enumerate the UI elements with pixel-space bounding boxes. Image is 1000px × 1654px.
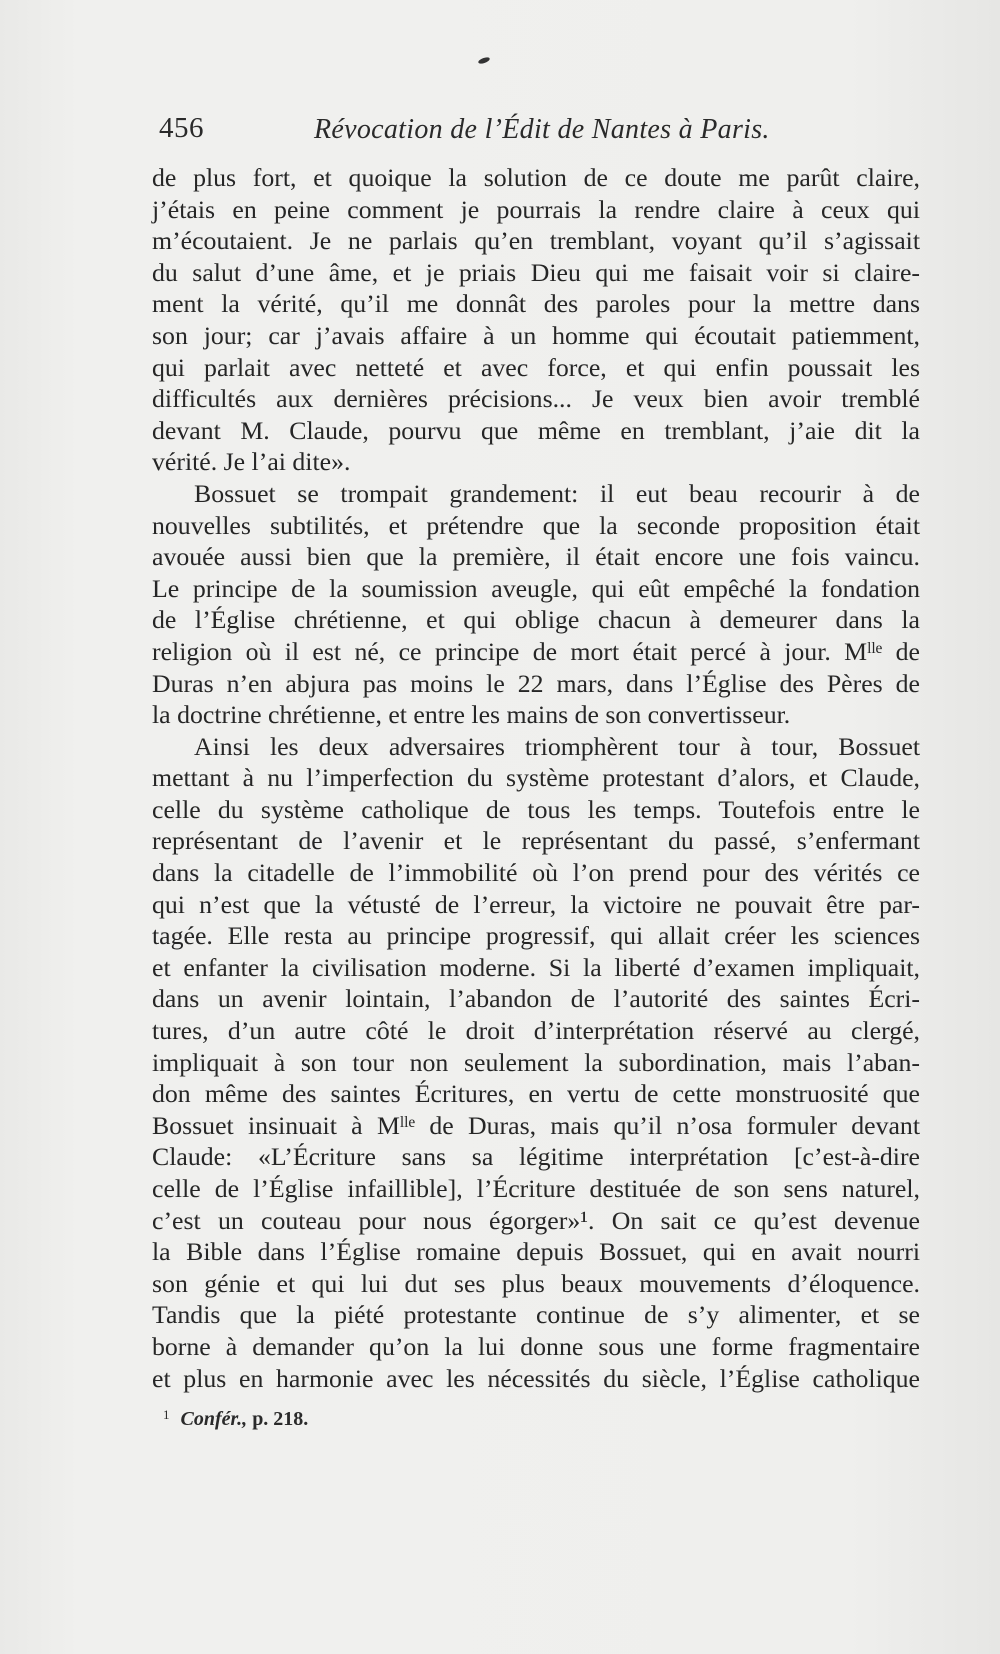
- text-line: j’étais en peine comment je pourrais la rendre claire à ceux qui: [152, 194, 920, 224]
- text-line: Ainsi les deux adversaires triomphèrent tour à tour, Bossuet: [194, 731, 920, 761]
- paragraph: [152, 478, 920, 731]
- text-line: Claude: «L’Écriture sans sa légitime interprétation [c’est-à-dire: [152, 1142, 920, 1172]
- text-line: Bossuet se trompait grandement: il eut beau recourir à de: [194, 478, 920, 508]
- page-number: 456: [159, 112, 204, 144]
- text-line: de plus fort, et quoique la solution de ce doute me parût claire,: [152, 163, 920, 192]
- text-line: dans la citadelle de l’immobilité où l’on prend pour des vérités ce: [152, 858, 920, 888]
- text-line: représentant de l’avenir et le représentant du passé, s’enfermant: [152, 826, 920, 856]
- running-title: Révocation de l’Édit de Nantes à Paris.: [314, 114, 770, 145]
- text-line: de l’Église chrétienne, et qui oblige chacun à demeurer dans la: [152, 605, 920, 635]
- text-line: m’écoutaient. Je ne parlais qu’en tremblant, voyant qu’il s’agissait: [152, 226, 920, 256]
- text-line: et plus en harmonie avec les nécessités du siècle, l’Église catholique: [152, 1363, 920, 1393]
- footnote-page-ref: p. 218.: [252, 1408, 309, 1430]
- ink-mark: [478, 56, 491, 65]
- text-line: du salut d’une âme, et je priais Dieu qui me faisait voir si claire-: [152, 257, 920, 287]
- text-line: ment la vérité, qu’il me donnât des paroles pour la mettre dans: [152, 289, 920, 319]
- text-line: la Bible dans l’Église romaine depuis Bossuet, qui en avait nourri: [152, 1237, 920, 1267]
- text-line: celle de l’Église infaillible], l’Écriture destituée de son sens naturel,: [152, 1174, 920, 1203]
- text-line: religion où il est né, ce principe de mort était percé à jour. Mˡˡᵉ de: [152, 636, 920, 666]
- text-line: don même des saintes Écritures, en vertu de cette monstruosité que: [152, 1079, 920, 1109]
- text-line: c’est un couteau pour nous égorger»¹. On sait ce qu’est devenue: [152, 1205, 920, 1235]
- paragraph: [152, 731, 920, 1394]
- footnote-source: Confér.,: [180, 1408, 248, 1430]
- text-line: difficultés aux dernières précisions... Je veux bien avoir tremblé: [152, 384, 920, 414]
- paragraph: [152, 162, 920, 478]
- text-line: son jour; car j’avais affaire à un homme qui écoutait patiemment,: [152, 320, 920, 350]
- text-line: celle du système catholique de tous les temps. Toutefois entre le: [152, 794, 920, 824]
- text-line: qui parlait avec netteté et avec force, et qui enfin poussait les: [152, 352, 920, 382]
- text-line: Duras n’en abjura pas moins le 22 mars, dans l’Église des Pères de: [152, 668, 920, 698]
- text-line: et enfanter la civilisation moderne. Si la liberté d’examen impliquait,: [152, 952, 920, 982]
- text-line: avouée aussi bien que la première, il était encore une fois vaincu.: [152, 542, 920, 572]
- body-text: [152, 162, 920, 1394]
- footnote: [163, 1407, 308, 1431]
- text-line: tagée. Elle resta au principe progressif, qui allait créer les sciences: [152, 921, 920, 951]
- text-line: borne à demander qu’on la lui donne sous une forme fragmentaire: [152, 1331, 920, 1361]
- text-line: Le principe de la soumission aveugle, qui eût empêché la fondation: [152, 573, 920, 603]
- footnote-marker: 1: [163, 1407, 170, 1422]
- text-line: nouvelles subtilités, et prétendre que la seconde proposition était: [152, 510, 920, 540]
- text-line: vérité. Je l’ai dite».: [152, 447, 351, 477]
- text-line: la doctrine chrétienne, et entre les mains de son convertisseur.: [152, 700, 791, 730]
- text-line: mettant à nu l’imperfection du système protestant d’alors, et Claude,: [152, 763, 920, 793]
- text-line: son génie et qui lui dut ses plus beaux mouvements d’éloquence.: [152, 1268, 920, 1298]
- text-line: Tandis que la piété protestante continue de s’y alimenter, et se: [152, 1300, 920, 1330]
- text-line: qui n’est que la vétusté de l’erreur, la victoire ne pouvait être par-: [152, 889, 920, 919]
- text-line: impliquait à son tour non seulement la subordination, mais l’aban-: [152, 1047, 920, 1077]
- text-line: Bossuet insinuait à Mˡˡᵉ de Duras, mais qu’il n’osa formuler devant: [152, 1110, 920, 1140]
- text-line: tures, d’un autre côté le droit d’interprétation réservé au clergé,: [152, 1016, 920, 1046]
- text-line: dans un avenir lointain, l’abandon de l’autorité des saintes Écri-: [152, 984, 920, 1014]
- text-line: devant M. Claude, pourvu que même en tremblant, j’aie dit la: [152, 415, 920, 445]
- page-header: [159, 108, 779, 148]
